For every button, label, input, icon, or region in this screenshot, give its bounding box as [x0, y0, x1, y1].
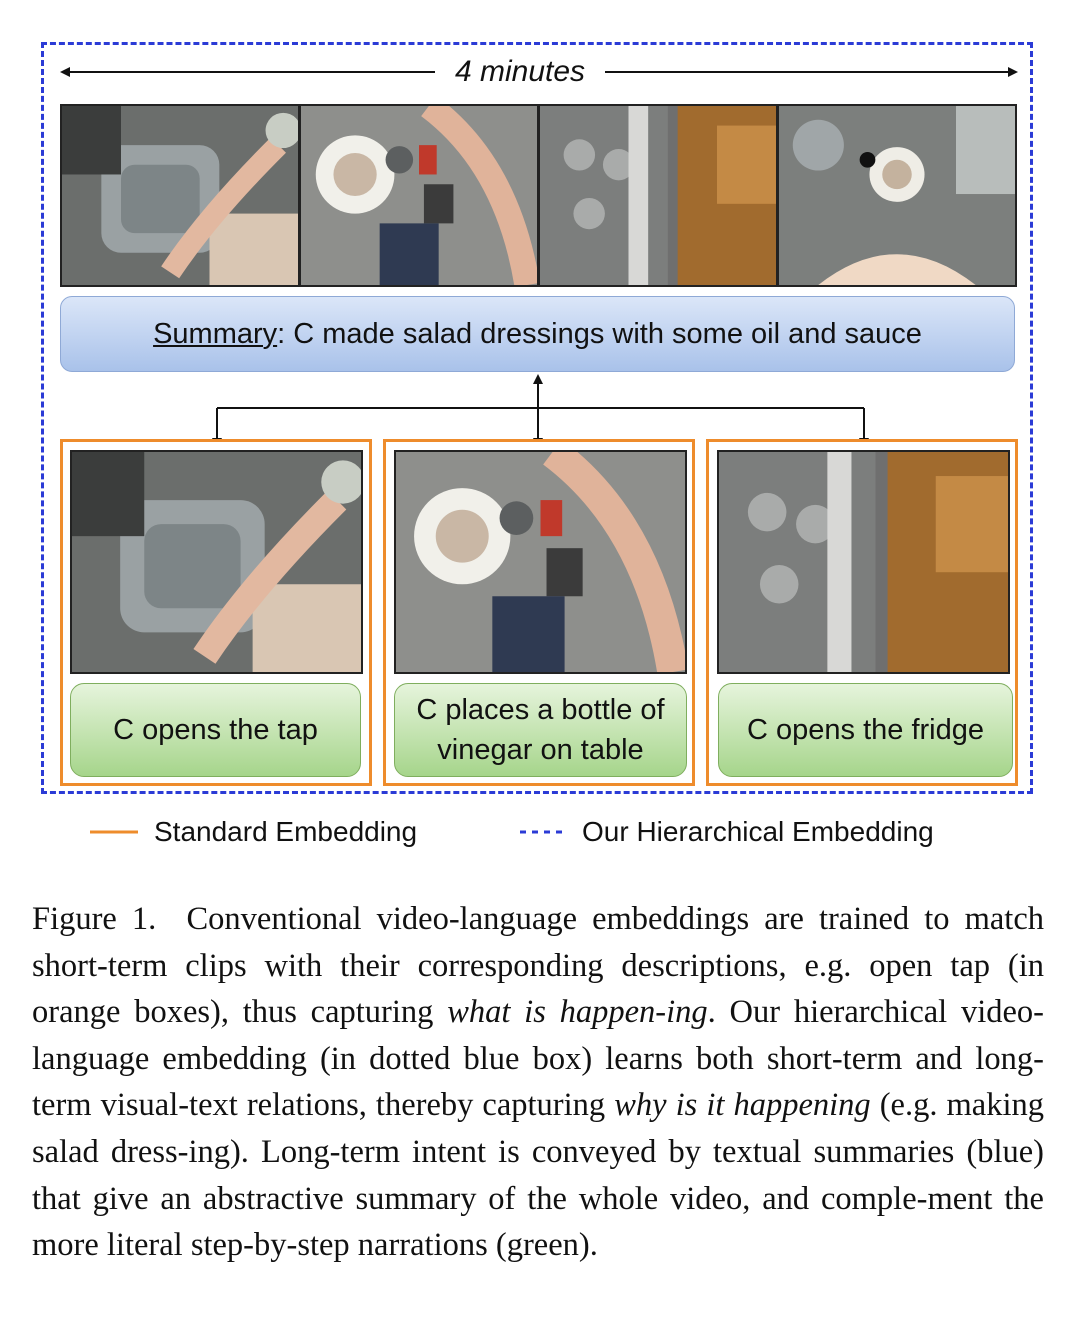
clip-frame-3: [717, 450, 1010, 674]
caption-text-3: (e.g. making salad dress-ing). Long-term intent is conveyed by textual summaries (blue) that give an abstractive summary of the whole video, and comple-ment the more literal step-by-step narrations (green).: [32, 1087, 1045, 1264]
kitchen-fridge-image: [540, 106, 776, 285]
kitchen-table-image: [301, 106, 537, 285]
narration-box-2: [394, 683, 687, 777]
video-frame-1: [60, 104, 300, 287]
caption-italic-1: what is happen-ing: [447, 994, 708, 1031]
summary-label: Summary: [153, 317, 278, 350]
caption-italic-2: why is it happening: [614, 1087, 871, 1124]
caption-text-1: Conventional video-language embeddings are trained to match short-term clips with their corresponding descriptions, e.g. open tap (in orange boxes), thus capturing: [32, 901, 1045, 1031]
clip-box-1: [60, 439, 372, 786]
narration-3-line1: C opens the fridge: [747, 714, 984, 746]
kitchen-sink-image: [62, 106, 298, 285]
narration-2-line2: vinegar on table: [437, 734, 644, 766]
kitchen-table-plate-image: [779, 106, 1015, 285]
summary-text: : C made salad dressings with some oil and sauce: [277, 317, 922, 350]
legend-standard-label: Standard Embedding: [154, 816, 418, 847]
clip-frame-1: [70, 450, 363, 674]
kitchen-fridge-image: [719, 452, 1008, 672]
clip-box-3: [706, 439, 1018, 786]
caption-label: Figure 1.: [32, 901, 157, 937]
narration-1-line1: C opens the tap: [113, 714, 318, 746]
video-frame-4: [777, 104, 1017, 287]
narration-2-line1: C places a bottle of: [416, 694, 665, 726]
clip-box-2: [383, 439, 695, 786]
clip-frame-2: [394, 450, 687, 674]
summary-box: [60, 296, 1015, 372]
narration-box-3: [718, 683, 1013, 777]
kitchen-table-image: [396, 452, 685, 672]
figure-caption: [32, 896, 1044, 1269]
caption-text-2: . Our hierarchical video-language embedding (in dotted blue box) learns both short-term and long-term visual-text relations, thereby capturing: [32, 994, 1044, 1124]
duration-label: 4 minutes: [440, 54, 600, 90]
video-frame-2: [299, 104, 539, 287]
legend-hierarchical-label: Our Hierarchical Embedding: [582, 816, 934, 847]
kitchen-sink-image: [72, 452, 361, 672]
video-frame-3: [538, 104, 778, 287]
narration-box-1: [70, 683, 361, 777]
